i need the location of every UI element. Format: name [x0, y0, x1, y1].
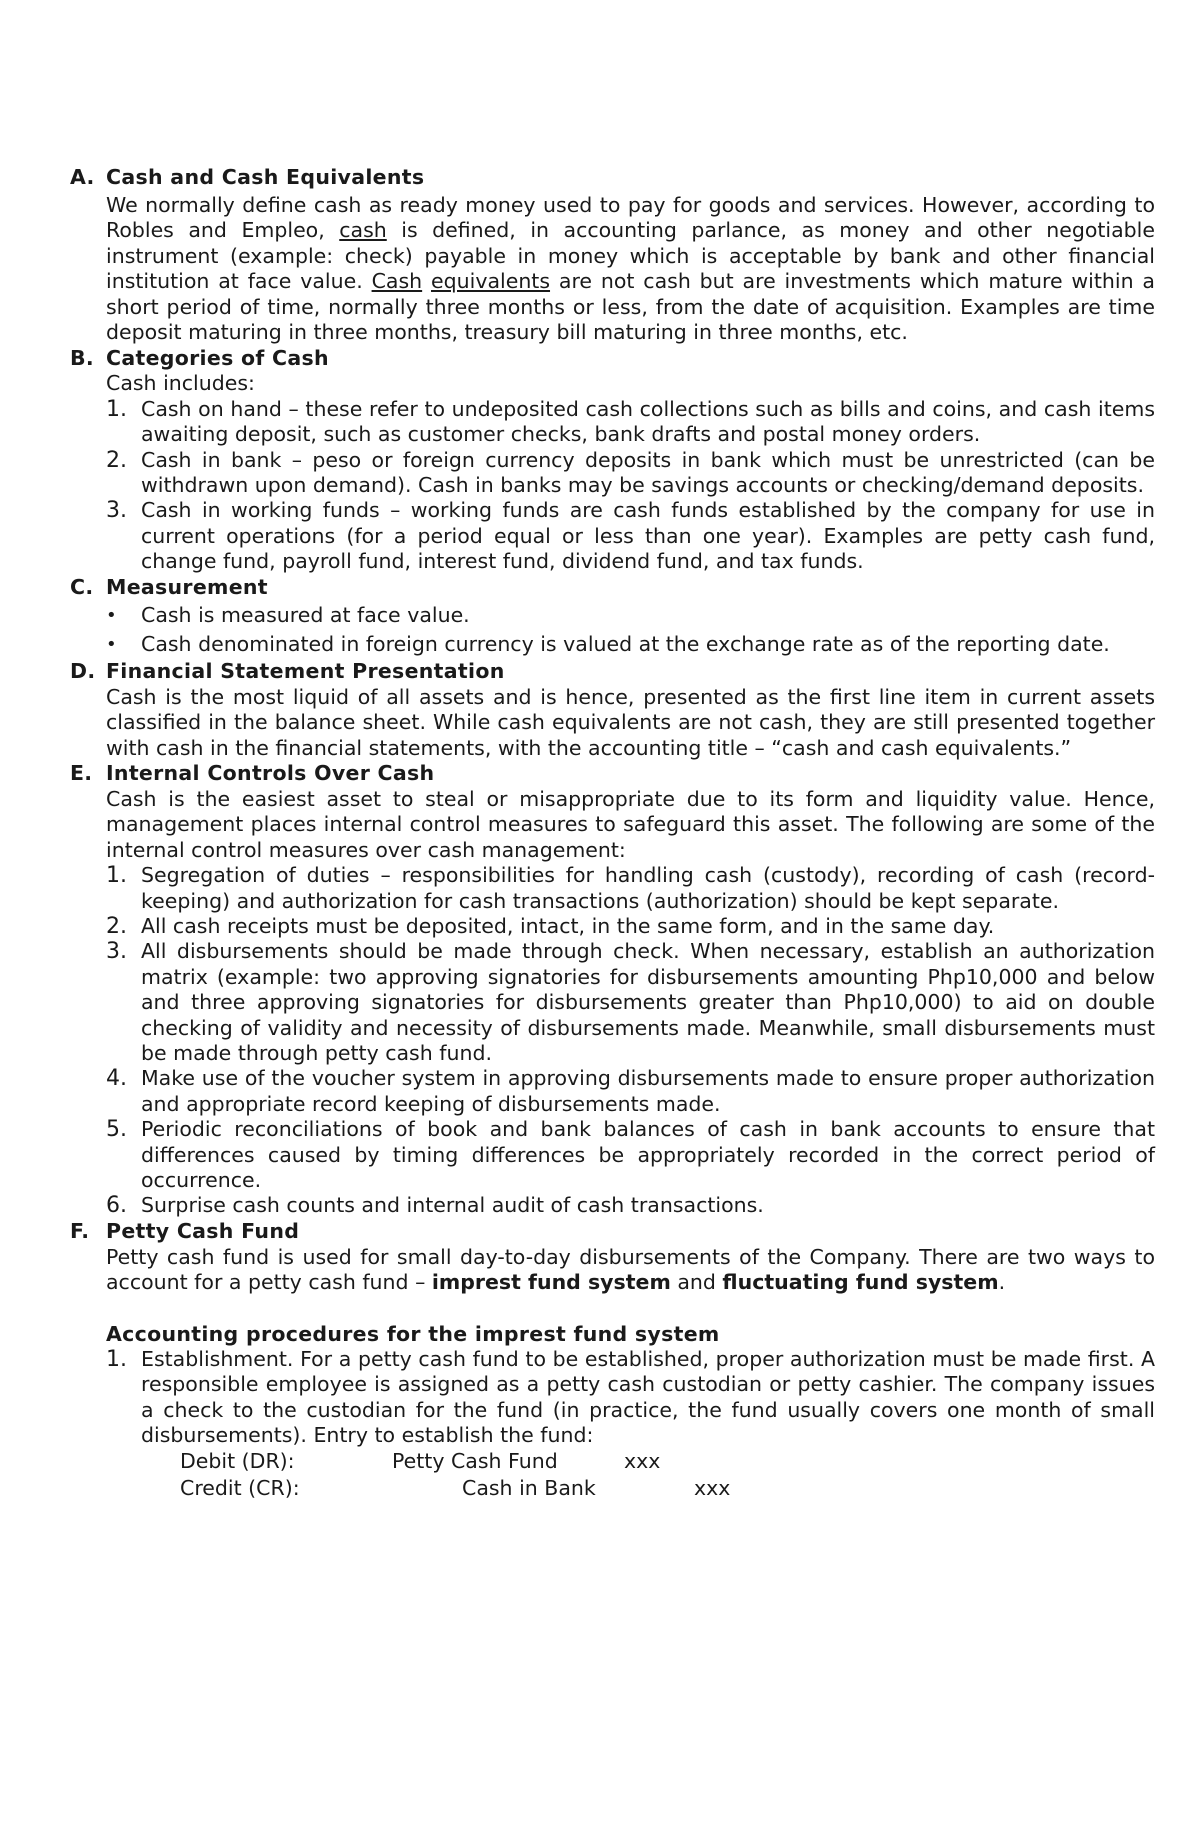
section-c-body	[106, 601, 1155, 659]
section-e-paragraph: Cash is the easiest asset to steal or misappropriate due to its form and liquidity value. Hence, management places internal control measures to safeguard this asset. The following are some of the internal control measures over cash management:	[106, 786, 1155, 862]
section-c-letter: C.	[70, 574, 94, 599]
list-item	[106, 448, 1155, 499]
journal-entry-debit	[106, 1449, 1155, 1476]
list-number: 4.	[106, 1066, 127, 1092]
section-a-underline-cash: cash	[339, 218, 387, 243]
section-b-list	[106, 397, 1155, 575]
section-d-body	[106, 685, 1155, 761]
bullet-icon: •	[106, 633, 117, 655]
list-item	[106, 1117, 1155, 1193]
section-a-underline-equivalents: equivalents	[431, 269, 551, 294]
list-text: Periodic reconciliations of book and bank balances of cash in bank accounts to ensure that differences caused by timing differences be appropriately recorded in the correct period of occurrence.	[141, 1117, 1155, 1192]
section-e	[70, 761, 1155, 1219]
section-c	[70, 575, 1155, 659]
section-a-heading	[70, 165, 1155, 191]
credit-account: Cash in Bank	[462, 1475, 596, 1500]
section-a-text-2: is defined, in accounting parlance, as money and other negotiable instrument (example: check) payable in money which is acceptable by bank and other financial institution at face value.	[106, 218, 1155, 294]
section-a-text-3: are not cash but are investments which mature within a short period of time, normally three months or less, from the date of acquisition. Examples are time deposit maturing in three months, treasury bill maturing in three months, etc.	[106, 269, 1155, 345]
list-item	[106, 397, 1155, 448]
section-c-heading	[70, 575, 1155, 601]
document-page	[70, 165, 1155, 1503]
credit-label: Credit (CR):	[180, 1475, 300, 1500]
imprest-procedures-list	[106, 1347, 1155, 1449]
section-d-title: Financial Statement Presentation	[106, 658, 505, 683]
imprest-procedures-title: Accounting procedures for the imprest fund system	[106, 1321, 720, 1346]
debit-amount: xxx	[624, 1448, 661, 1473]
list-item	[106, 1066, 1155, 1117]
section-a-space	[422, 269, 431, 293]
section-f-body	[106, 1245, 1155, 1503]
section-b-intro: Cash includes:	[106, 371, 255, 396]
section-e-heading	[70, 761, 1155, 787]
section-a	[70, 165, 1155, 345]
list-text: Cash in working funds – working funds are cash funds established by the company for use in current operations (for a period equal or less than one year). Examples are petty cash fund, change fund, payroll fund, interest fund, dividend fund, and tax funds.	[141, 498, 1155, 574]
section-a-underline-cash-2: Cash	[371, 269, 423, 294]
list-text: All disbursements should be made through check. When necessary, establish an authorization matrix (example: two approving signatories for disbursements amounting Php10,000 and below and three approving signatories for disbursements greater than Php10,000) to aid on double checking of validity and necessity of disbursements made. Meanwhile, small disbursements must be made through petty cash fund.	[141, 939, 1155, 1065]
list-number: 2.	[106, 913, 127, 939]
section-e-letter: E.	[70, 761, 93, 786]
list-number: 3.	[106, 498, 127, 524]
list-item	[106, 1347, 1155, 1449]
list-number: 1.	[106, 396, 127, 422]
section-d-paragraph: Cash is the most liquid of all assets and is hence, presented as the first line item in current assets classified in the balance sheet. While cash equivalents are not cash, they are still presented together with cash in the financial statements, with the accounting title – “cash and cash equivalents.”	[106, 684, 1155, 760]
section-b-body	[106, 371, 1155, 574]
section-c-bullets	[106, 601, 1155, 659]
credit-amount: xxx	[694, 1475, 731, 1500]
debit-account: Petty Cash Fund	[392, 1448, 558, 1473]
bullet-text: Cash denominated in foreign currency is valued at the exchange rate as of the reporting date.	[141, 631, 1110, 656]
section-e-list	[106, 863, 1155, 1219]
section-f-text-end: .	[998, 1270, 1006, 1295]
section-e-title: Internal Controls Over Cash	[106, 761, 435, 786]
section-c-title: Measurement	[106, 574, 268, 599]
list-item	[106, 1193, 1155, 1218]
list-number: 1.	[106, 863, 127, 889]
list-number: 6.	[106, 1193, 127, 1219]
section-e-body	[106, 787, 1155, 1219]
section-a-letter: A.	[70, 165, 95, 190]
section-d	[70, 659, 1155, 761]
section-a-text-1: We normally define cash as ready money used to pay for goods and services. However, according to Robles and Empleo,	[106, 193, 1155, 243]
section-f-text-and: and	[670, 1270, 723, 1295]
list-text: Segregation of duties – responsibilities for handling cash (custody), recording of cash (record-keeping) and authorization for cash transactions (authorization) should be kept separate.	[141, 863, 1155, 913]
section-d-letter: D.	[70, 658, 96, 683]
list-text: Make use of the voucher system in approving disbursements made to ensure proper authorization and appropriate record keeping of disbursements made.	[141, 1066, 1155, 1116]
list-item	[106, 498, 1155, 574]
section-f-letter: F.	[70, 1219, 90, 1244]
section-f	[70, 1219, 1155, 1503]
bullet-item	[106, 601, 1155, 630]
section-f-bold-fluctuating: fluctuating fund system	[722, 1270, 999, 1295]
section-d-heading	[70, 659, 1155, 685]
section-a-body	[106, 193, 1155, 345]
debit-label: Debit (DR):	[180, 1448, 295, 1473]
bullet-item	[106, 630, 1155, 659]
list-item	[106, 863, 1155, 914]
section-b-title: Categories of Cash	[106, 345, 329, 370]
section-a-paragraph	[106, 193, 1155, 345]
section-b-heading	[70, 345, 1155, 371]
list-text: Cash in bank – peso or foreign currency deposits in bank which must be unrestricted (can be withdrawn upon demand). Cash in banks may be savings accounts or checking/demand deposits.	[141, 447, 1155, 498]
section-f-text-1: Petty cash fund is used for small day-to-day disbursements of the Company. There are two ways to account for a petty cash fund –	[106, 1244, 1155, 1295]
list-number: 3.	[106, 939, 127, 965]
list-number: 2.	[106, 447, 127, 473]
section-f-heading	[70, 1219, 1155, 1245]
list-item	[106, 914, 1155, 939]
bullet-text: Cash is measured at face value.	[141, 602, 470, 627]
list-text: Surprise cash counts and internal audit of cash transactions.	[141, 1193, 764, 1218]
journal-entry-credit	[106, 1476, 1155, 1503]
section-f-bold-imprest: imprest fund system	[431, 1270, 671, 1295]
list-text: Cash on hand – these refer to undeposited cash collections such as bills and coins, and cash items awaiting deposit, such as customer checks, bank drafts and postal money orders.	[141, 396, 1155, 447]
list-item	[106, 939, 1155, 1066]
section-f-title: Petty Cash Fund	[106, 1219, 300, 1244]
bullet-icon: •	[106, 604, 117, 626]
list-number: 5.	[106, 1117, 127, 1143]
list-number: 1.	[106, 1347, 127, 1373]
section-b-letter: B.	[70, 345, 95, 370]
section-b	[70, 345, 1155, 574]
list-text: All cash receipts must be deposited, intact, in the same form, and in the same day.	[141, 913, 995, 938]
section-a-title: Cash and Cash Equivalents	[106, 165, 425, 190]
section-f-paragraph	[106, 1245, 1155, 1296]
list-text: Establishment. For a petty cash fund to be established, proper authorization must be made first. A responsible employee is assigned as a petty cash custodian or petty cashier. The company issues a check to the custodian for the fund (in practice, the fund usually covers one month of small disbursements). Entry to establish the fund:	[141, 1347, 1155, 1448]
